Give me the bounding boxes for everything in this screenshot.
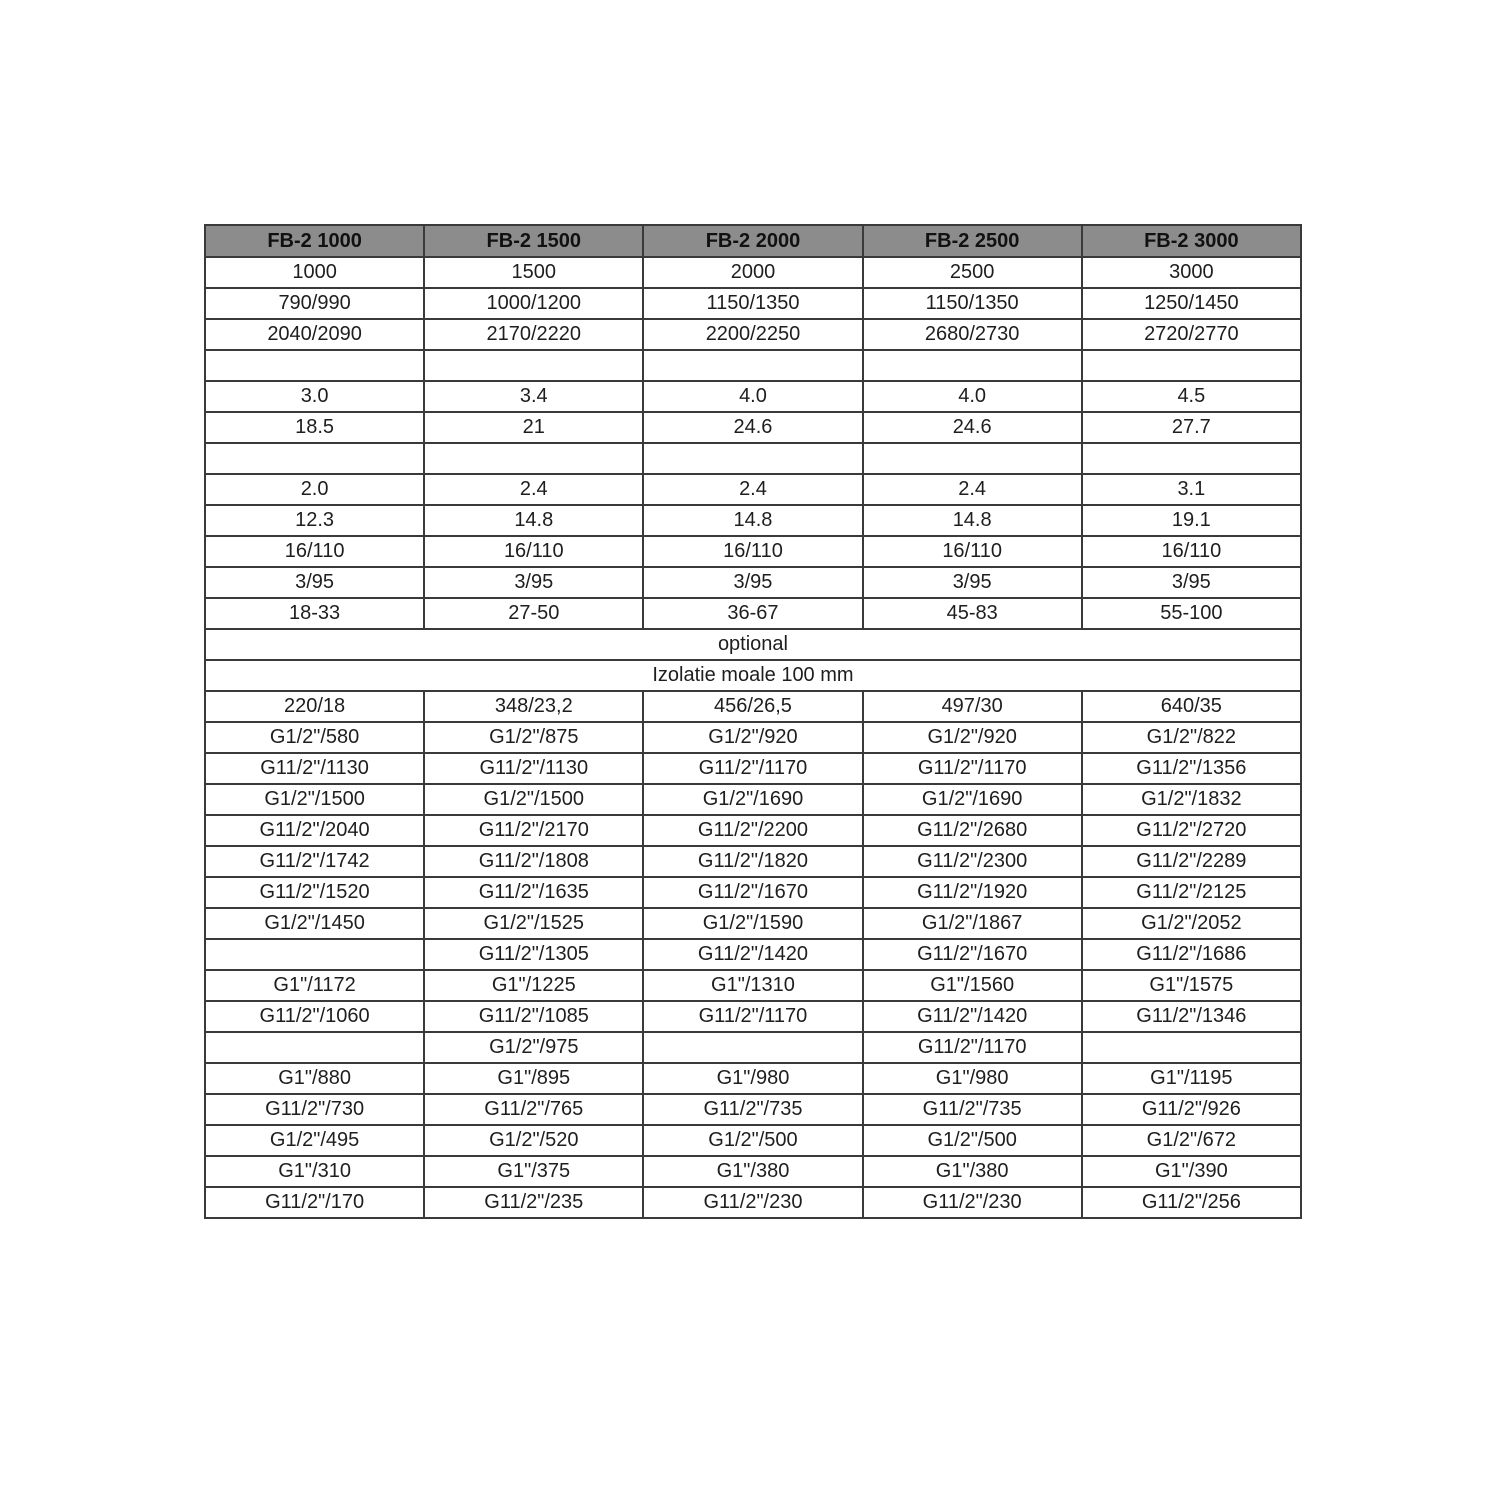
table-row [205, 753, 1301, 784]
table-cell: G1"/375 [424, 1156, 643, 1187]
table-cell: G1/2"/822 [1082, 722, 1301, 753]
table-cell [205, 443, 424, 474]
table-cell: 3/95 [424, 567, 643, 598]
table-cell: G11/2"/1820 [643, 846, 862, 877]
table-cell: G11/2"/2200 [643, 815, 862, 846]
table-cell: G11/2"/1170 [863, 753, 1082, 784]
table-cell: G11/2"/2170 [424, 815, 643, 846]
table-cell: G11/2"/1520 [205, 877, 424, 908]
table-cell: G11/2"/2300 [863, 846, 1082, 877]
table-cell [643, 350, 862, 381]
table-cell [424, 350, 643, 381]
table-cell: 3/95 [205, 567, 424, 598]
table-cell: G11/2"/2289 [1082, 846, 1301, 877]
table-cell: G11/2"/1130 [424, 753, 643, 784]
table-cell: G1"/380 [643, 1156, 862, 1187]
table-cell: 24.6 [643, 412, 862, 443]
table-cell: 2720/2770 [1082, 319, 1301, 350]
table-cell: G11/2"/926 [1082, 1094, 1301, 1125]
table-row [205, 598, 1301, 629]
table-cell: G1/2"/1450 [205, 908, 424, 939]
table-cell: 55-100 [1082, 598, 1301, 629]
table-cell: 14.8 [863, 505, 1082, 536]
table-row [205, 1187, 1301, 1218]
table-cell: 2000 [643, 257, 862, 288]
table-cell: 497/30 [863, 691, 1082, 722]
table-row [205, 350, 1301, 381]
table-row [205, 846, 1301, 877]
table-body [205, 257, 1301, 1218]
table-cell: G11/2"/1130 [205, 753, 424, 784]
table-cell [205, 1032, 424, 1063]
table-cell: G1/2"/1867 [863, 908, 1082, 939]
table-cell [424, 443, 643, 474]
table-cell: G1"/310 [205, 1156, 424, 1187]
table-cell: G1/2"/580 [205, 722, 424, 753]
table-cell: 220/18 [205, 691, 424, 722]
table-cell: 27.7 [1082, 412, 1301, 443]
table-cell: 19.1 [1082, 505, 1301, 536]
table-cell [643, 443, 862, 474]
table-cell: G11/2"/1920 [863, 877, 1082, 908]
table-cell: G1/2"/2052 [1082, 908, 1301, 939]
table-row [205, 722, 1301, 753]
table-row [205, 660, 1301, 691]
table-row [205, 970, 1301, 1001]
table-row [205, 567, 1301, 598]
table-cell: 3/95 [863, 567, 1082, 598]
header-row [205, 225, 1301, 257]
table-row [205, 1094, 1301, 1125]
table-row [205, 1032, 1301, 1063]
table-cell: 24.6 [863, 412, 1082, 443]
table-row [205, 474, 1301, 505]
table-cell: G11/2"/1356 [1082, 753, 1301, 784]
table-cell: 2.4 [424, 474, 643, 505]
table-cell: 640/35 [1082, 691, 1301, 722]
table-cell: G1/2"/1500 [424, 784, 643, 815]
table-row [205, 288, 1301, 319]
table-cell: 4.0 [863, 381, 1082, 412]
table-cell: G11/2"/1742 [205, 846, 424, 877]
spec-table [204, 224, 1302, 1219]
table-cell: 21 [424, 412, 643, 443]
table-cell: 2170/2220 [424, 319, 643, 350]
table-cell: G1/2"/920 [643, 722, 862, 753]
table-row [205, 784, 1301, 815]
table-cell: G1/2"/1832 [1082, 784, 1301, 815]
table-cell: 16/110 [424, 536, 643, 567]
table-cell: 790/990 [205, 288, 424, 319]
table-cell: 36-67 [643, 598, 862, 629]
merged-row-cell: Izolatie moale 100 mm [205, 660, 1301, 691]
table-cell: G11/2"/1670 [863, 939, 1082, 970]
table-cell: G11/2"/735 [643, 1094, 862, 1125]
table-cell: G1"/1560 [863, 970, 1082, 1001]
column-header: FB-2 2500 [863, 225, 1082, 257]
table-cell: G1/2"/500 [863, 1125, 1082, 1156]
table-cell: 2.4 [643, 474, 862, 505]
table-cell: 3/95 [1082, 567, 1301, 598]
table-cell: G11/2"/735 [863, 1094, 1082, 1125]
table-cell: G11/2"/1420 [863, 1001, 1082, 1032]
table-row [205, 1063, 1301, 1094]
table-row [205, 319, 1301, 350]
table-cell: G1/2"/1690 [643, 784, 862, 815]
column-header: FB-2 1000 [205, 225, 424, 257]
table-cell: G11/2"/1170 [643, 753, 862, 784]
table-cell [1082, 1032, 1301, 1063]
table-cell: G11/2"/170 [205, 1187, 424, 1218]
table-cell: 1150/1350 [863, 288, 1082, 319]
table-row [205, 1001, 1301, 1032]
table-cell: G1"/1310 [643, 970, 862, 1001]
table-cell: G11/2"/1635 [424, 877, 643, 908]
table-row [205, 505, 1301, 536]
table-cell: 45-83 [863, 598, 1082, 629]
table-cell: G11/2"/256 [1082, 1187, 1301, 1218]
table-cell: G1"/895 [424, 1063, 643, 1094]
table-cell: 3/95 [643, 567, 862, 598]
table-cell: 14.8 [643, 505, 862, 536]
table-cell: G1/2"/520 [424, 1125, 643, 1156]
table-cell: G11/2"/2720 [1082, 815, 1301, 846]
table-cell: 1000 [205, 257, 424, 288]
table-cell [863, 443, 1082, 474]
table-row [205, 1125, 1301, 1156]
column-header: FB-2 1500 [424, 225, 643, 257]
table-cell: G11/2"/1170 [643, 1001, 862, 1032]
table-cell: G11/2"/235 [424, 1187, 643, 1218]
table-cell: 1250/1450 [1082, 288, 1301, 319]
table-cell [863, 350, 1082, 381]
table-header [205, 225, 1301, 257]
table-cell: G1"/1195 [1082, 1063, 1301, 1094]
table-cell: 27-50 [424, 598, 643, 629]
table-cell [205, 939, 424, 970]
table-cell: G11/2"/1305 [424, 939, 643, 970]
table-cell: 1500 [424, 257, 643, 288]
table-cell: 4.5 [1082, 381, 1301, 412]
table-cell: G11/2"/1085 [424, 1001, 643, 1032]
table-cell: 16/110 [205, 536, 424, 567]
table-cell: G11/2"/765 [424, 1094, 643, 1125]
table-row [205, 257, 1301, 288]
table-cell [1082, 350, 1301, 381]
table-cell: 4.0 [643, 381, 862, 412]
table-cell: G1/2"/1690 [863, 784, 1082, 815]
table-cell: 14.8 [424, 505, 643, 536]
table-cell: G11/2"/1346 [1082, 1001, 1301, 1032]
table-cell: G11/2"/1420 [643, 939, 862, 970]
table-cell: 16/110 [1082, 536, 1301, 567]
table-cell: G1/2"/920 [863, 722, 1082, 753]
table-cell: G1/2"/495 [205, 1125, 424, 1156]
merged-row-cell: optional [205, 629, 1301, 660]
table-row [205, 443, 1301, 474]
table-cell: G1"/980 [863, 1063, 1082, 1094]
table-cell: G11/2"/1686 [1082, 939, 1301, 970]
table-cell: G11/2"/230 [643, 1187, 862, 1218]
table-cell: 456/26,5 [643, 691, 862, 722]
table-cell: G1"/380 [863, 1156, 1082, 1187]
table-cell: 2680/2730 [863, 319, 1082, 350]
table-row [205, 1156, 1301, 1187]
table-cell: G11/2"/1060 [205, 1001, 424, 1032]
table-cell: G11/2"/2680 [863, 815, 1082, 846]
table-cell: 16/110 [863, 536, 1082, 567]
table-row [205, 629, 1301, 660]
table-cell: 18.5 [205, 412, 424, 443]
column-header: FB-2 3000 [1082, 225, 1301, 257]
table-row [205, 381, 1301, 412]
table-cell: 348/23,2 [424, 691, 643, 722]
table-cell: G1"/1575 [1082, 970, 1301, 1001]
table-row [205, 412, 1301, 443]
table-cell: 3000 [1082, 257, 1301, 288]
table-cell: 2.0 [205, 474, 424, 505]
table-cell: 1150/1350 [643, 288, 862, 319]
table-cell: G11/2"/1670 [643, 877, 862, 908]
table-cell: G1"/880 [205, 1063, 424, 1094]
table-cell: 3.4 [424, 381, 643, 412]
table-cell: G11/2"/2125 [1082, 877, 1301, 908]
table-cell: G1"/980 [643, 1063, 862, 1094]
table-cell: G11/2"/230 [863, 1187, 1082, 1218]
table-cell: G1/2"/1590 [643, 908, 862, 939]
table-row [205, 908, 1301, 939]
table-cell: G1"/1225 [424, 970, 643, 1001]
table-cell [643, 1032, 862, 1063]
table-cell: G11/2"/730 [205, 1094, 424, 1125]
table-cell: G1"/1172 [205, 970, 424, 1001]
table-cell: 2500 [863, 257, 1082, 288]
table-cell [205, 350, 424, 381]
table-cell: G11/2"/1808 [424, 846, 643, 877]
table-row [205, 815, 1301, 846]
table-cell: 18-33 [205, 598, 424, 629]
table-cell: G11/2"/1170 [863, 1032, 1082, 1063]
table-cell: 3.1 [1082, 474, 1301, 505]
table-cell: G1"/390 [1082, 1156, 1301, 1187]
table-cell [1082, 443, 1301, 474]
table-cell: G1/2"/1500 [205, 784, 424, 815]
table-cell: 2.4 [863, 474, 1082, 505]
table-row [205, 691, 1301, 722]
table-cell: 12.3 [205, 505, 424, 536]
column-header: FB-2 2000 [643, 225, 862, 257]
table-cell: G11/2"/2040 [205, 815, 424, 846]
table-cell: G1/2"/1525 [424, 908, 643, 939]
table-cell: 1000/1200 [424, 288, 643, 319]
table-cell: 3.0 [205, 381, 424, 412]
table-cell: G1/2"/500 [643, 1125, 862, 1156]
table-row [205, 877, 1301, 908]
table-cell: 2200/2250 [643, 319, 862, 350]
table-row [205, 939, 1301, 970]
table-cell: G1/2"/975 [424, 1032, 643, 1063]
table-cell: G1/2"/875 [424, 722, 643, 753]
table-cell: 2040/2090 [205, 319, 424, 350]
table-cell: 16/110 [643, 536, 862, 567]
table-cell: G1/2"/672 [1082, 1125, 1301, 1156]
table-row [205, 536, 1301, 567]
